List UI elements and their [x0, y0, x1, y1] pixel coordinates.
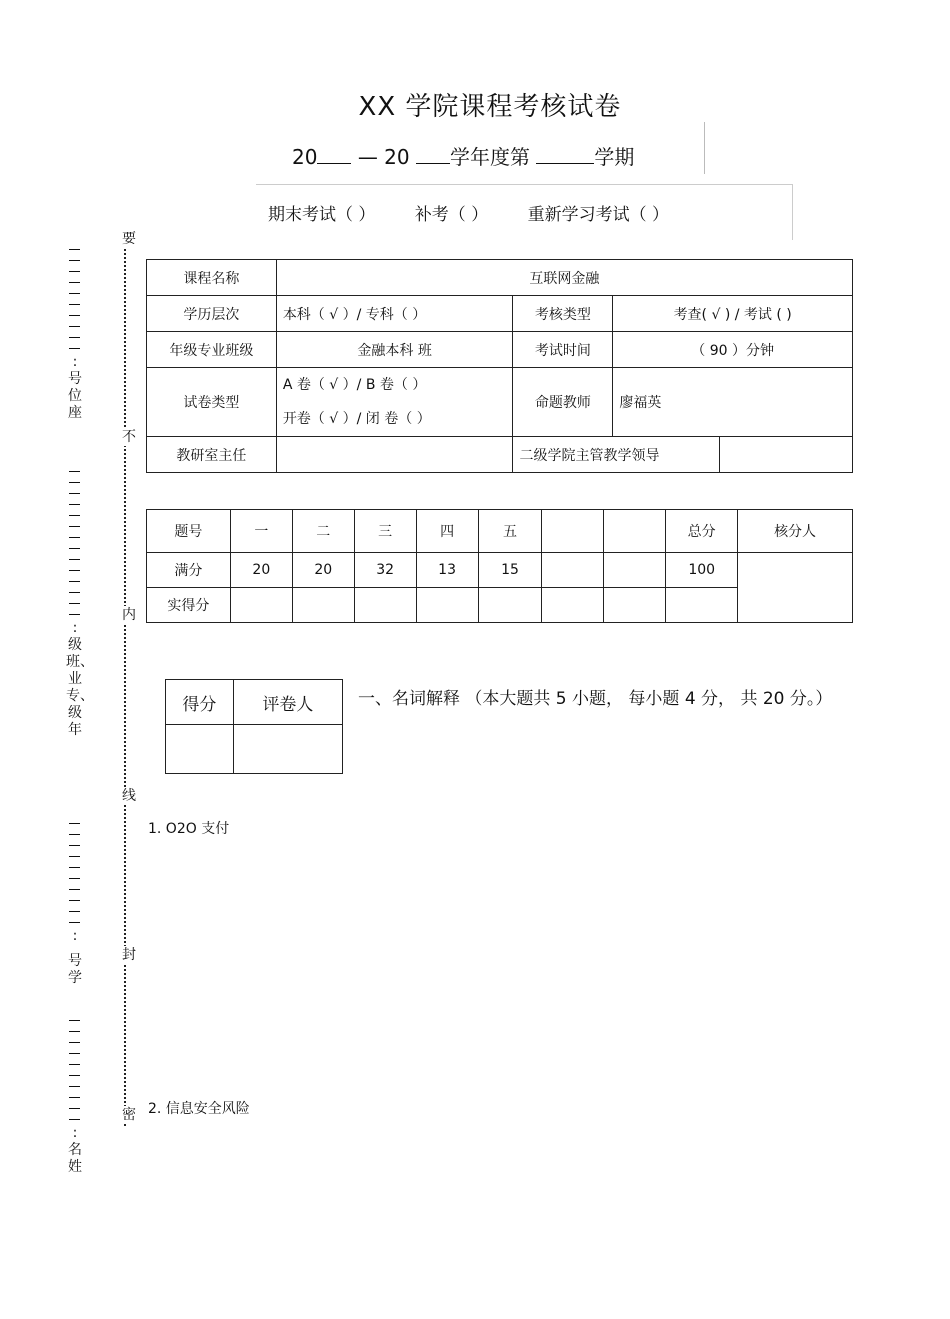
field-colon: :: [72, 354, 78, 370]
setter-label: 命题教师: [513, 368, 613, 437]
full-score-cell: 15: [478, 553, 542, 588]
actual-score-cell[interactable]: [416, 588, 478, 623]
grader-header: 评卷人: [233, 680, 342, 725]
blank-semester[interactable]: [536, 145, 594, 164]
seat-number-field[interactable]: [66, 244, 84, 422]
header-cell: 五: [478, 510, 542, 553]
full-score-cell: [542, 553, 604, 588]
full-score-cell: 20: [292, 553, 354, 588]
margin-mark: 封: [122, 947, 136, 963]
section-grader-cell[interactable]: [233, 725, 342, 774]
full-score-row: [147, 553, 853, 588]
header-cell: [542, 510, 604, 553]
class-label: 年级专业班级: [147, 332, 277, 368]
actual-score-label: 实得分: [147, 588, 231, 623]
header-cell: 二: [292, 510, 354, 553]
full-score-cell: 100: [666, 553, 738, 588]
course-info-table: [146, 259, 853, 473]
field-colon: :: [72, 928, 78, 944]
academic-term: [292, 141, 634, 170]
exam-type-final[interactable]: 期末考试（ ）: [268, 205, 376, 225]
exam-type-retake[interactable]: 重新学习考试（ ）: [527, 205, 670, 225]
full-score-cell: [604, 553, 666, 588]
header-cell: 核分人: [738, 510, 853, 553]
full-score-cell: 13: [416, 553, 478, 588]
field-label: 号学: [68, 953, 82, 986]
score-table: [146, 509, 853, 623]
class-value[interactable]: 金融本科 班: [276, 332, 513, 368]
paper-open-closed: 开卷（ √ ）/ 闭 卷（ ）: [282, 411, 431, 427]
assessment-type-value[interactable]: 考查( √ ) / 考试 ( ): [613, 296, 853, 332]
setter-value[interactable]: 廖福英: [613, 368, 853, 437]
term-year-start: 20: [292, 145, 318, 169]
score-header: 得分: [166, 680, 234, 725]
margin-mark: 内: [122, 607, 136, 623]
section-grading-box: [165, 679, 343, 774]
actual-score-cell[interactable]: [666, 588, 738, 623]
actual-score-cell[interactable]: [478, 588, 542, 623]
course-name-value[interactable]: 互联网金融: [276, 260, 852, 296]
blank-year-1[interactable]: [317, 145, 351, 164]
exam-type-options: [268, 200, 703, 225]
education-level-value[interactable]: 本科（ √ ）/ 专科（ ）: [276, 296, 513, 332]
margin-mark: 线: [122, 788, 136, 804]
header-cell: 四: [416, 510, 478, 553]
course-name-label: 课程名称: [147, 260, 277, 296]
blank-year-2[interactable]: [416, 145, 450, 164]
frame-line: [792, 184, 793, 240]
header-cell: 三: [354, 510, 416, 553]
frame-line: [256, 184, 793, 185]
margin-mark: 不: [122, 429, 136, 445]
paper-type-value[interactable]: [276, 368, 513, 437]
header-cell: 题号: [147, 510, 231, 553]
full-score-label: 满分: [147, 553, 231, 588]
exam-time-value[interactable]: （ 90 ）分钟: [613, 332, 853, 368]
paper-type-label: 试卷类型: [147, 368, 277, 437]
leader-label: 二级学院主管教学领导: [513, 437, 720, 473]
header-cell: [604, 510, 666, 553]
assessment-type-label: 考核类型: [513, 296, 613, 332]
field-label: 号位座: [68, 371, 82, 421]
exam-title: XX 学院课程考核试卷: [358, 92, 622, 122]
education-level-label: 学历层次: [147, 296, 277, 332]
question-2: 2. 信息安全风险: [148, 1101, 250, 1117]
header-cell: 一: [230, 510, 292, 553]
term-semester-suffix: 学期: [594, 145, 635, 169]
leader-value[interactable]: [720, 437, 853, 473]
director-label: 教研室主任: [147, 437, 277, 473]
frame-line: [704, 122, 705, 174]
margin-mark: 要: [122, 231, 136, 247]
section-heading: 一、名词解释 （本大题共 5 小题， 每小题 4 分， 共 20 分。）: [358, 689, 833, 709]
field-label: 名姓: [68, 1142, 82, 1175]
field-label: 级班、业专、级年: [66, 637, 94, 738]
binding-dotted-line: [124, 246, 126, 1126]
margin-mark: 密: [122, 1107, 136, 1123]
term-year-end: — 20: [357, 145, 410, 169]
actual-score-cell[interactable]: [604, 588, 666, 623]
actual-score-cell[interactable]: [542, 588, 604, 623]
checker-cell[interactable]: [738, 553, 853, 623]
class-major-field[interactable]: [66, 466, 94, 739]
header-cell: 总分: [666, 510, 738, 553]
student-id-field[interactable]: [66, 818, 84, 987]
paper-ab: A 卷（ √ ）/ B 卷（ ）: [282, 377, 427, 393]
full-score-cell: 32: [354, 553, 416, 588]
section-score-cell[interactable]: [166, 725, 234, 774]
field-colon: :: [72, 620, 78, 636]
name-field[interactable]: [66, 1015, 84, 1176]
exam-time-label: 考试时间: [513, 332, 613, 368]
director-value[interactable]: [276, 437, 513, 473]
score-header-row: [147, 510, 853, 553]
exam-type-makeup[interactable]: 补考（ ）: [414, 205, 489, 225]
actual-score-cell[interactable]: [354, 588, 416, 623]
term-semester-prefix: 学年度第: [449, 145, 530, 169]
full-score-cell: 20: [230, 553, 292, 588]
field-colon: :: [72, 1125, 78, 1141]
actual-score-cell[interactable]: [230, 588, 292, 623]
actual-score-cell[interactable]: [292, 588, 354, 623]
question-1: 1. O2O 支付: [148, 821, 230, 837]
